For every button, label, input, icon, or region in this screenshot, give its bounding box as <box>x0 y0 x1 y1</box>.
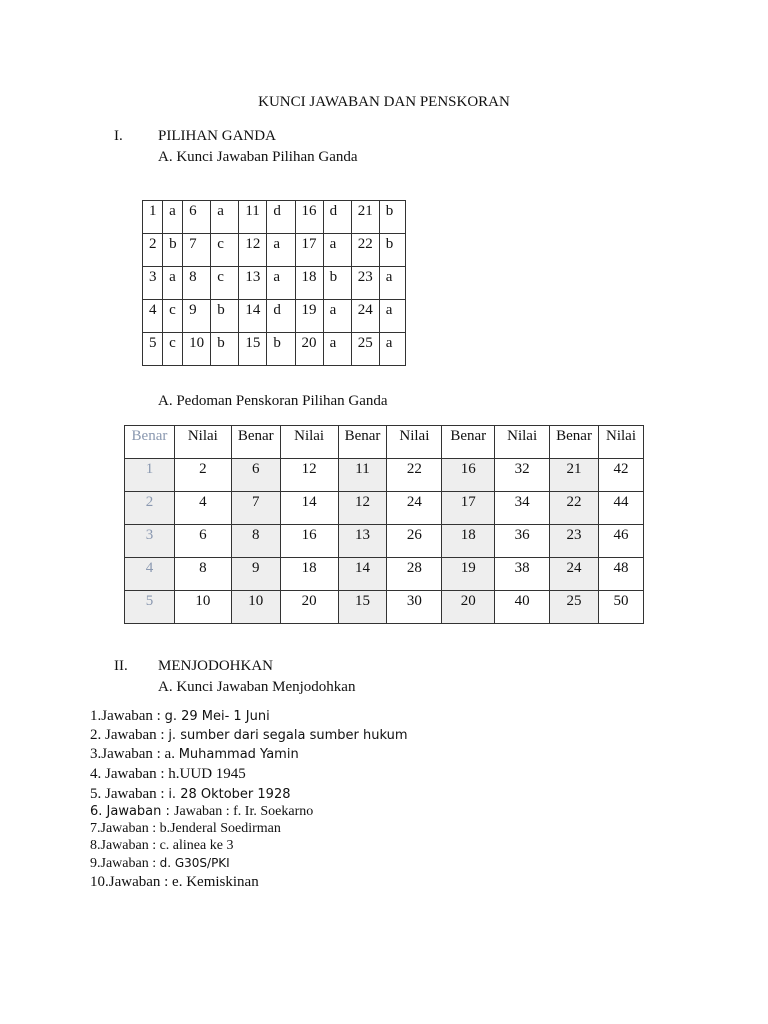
nilai-cell: 28 <box>387 558 442 591</box>
header-benar: Benar <box>125 426 175 459</box>
nilai-cell: 6 <box>174 525 231 558</box>
nilai-cell: 32 <box>495 459 550 492</box>
answer-6: 6. Jawaban : Jawaban : f. Ir. Soekarno <box>90 804 314 819</box>
question-number-cell: 21 <box>351 201 379 234</box>
nilai-cell: 42 <box>599 459 644 492</box>
benar-cell: 1 <box>125 459 175 492</box>
benar-cell: 13 <box>338 525 387 558</box>
nilai-cell: 14 <box>280 492 338 525</box>
nilai-cell: 30 <box>387 591 442 624</box>
answer-letter-cell: b <box>323 267 351 300</box>
header-benar: Benar <box>338 426 387 459</box>
question-number-cell: 14 <box>239 300 267 333</box>
question-number-cell: 23 <box>351 267 379 300</box>
nilai-cell: 38 <box>495 558 550 591</box>
nilai-cell: 40 <box>495 591 550 624</box>
header-nilai: Nilai <box>495 426 550 459</box>
answer-8: 8.Jawaban : c. alinea ke 3 <box>90 838 234 853</box>
answer-letter-cell: c <box>211 267 239 300</box>
scoring-row <box>125 459 644 492</box>
question-number-cell: 6 <box>183 201 211 234</box>
benar-cell: 24 <box>550 558 599 591</box>
nilai-cell: 16 <box>280 525 338 558</box>
header-benar: Benar <box>550 426 599 459</box>
nilai-cell: 26 <box>387 525 442 558</box>
answer-letter-cell: a <box>267 267 295 300</box>
header-benar: Benar <box>231 426 280 459</box>
answer-letter-cell: d <box>267 300 295 333</box>
answer-letter-cell: c <box>211 234 239 267</box>
page-title: KUNCI JAWABAN DAN PENSKORAN <box>258 94 510 110</box>
answer-letter-cell: a <box>211 201 239 234</box>
benar-cell: 8 <box>231 525 280 558</box>
question-number-cell: 8 <box>183 267 211 300</box>
nilai-cell: 8 <box>174 558 231 591</box>
answer-letter-cell: a <box>323 300 351 333</box>
nilai-cell: 48 <box>599 558 644 591</box>
nilai-cell: 44 <box>599 492 644 525</box>
benar-cell: 23 <box>550 525 599 558</box>
section-1-number: I. <box>114 128 123 144</box>
answer-letter-cell: a <box>163 201 183 234</box>
answer-5: 5. Jawaban : i. 28 Oktober 1928 <box>90 786 291 802</box>
answer-letter-cell: a <box>379 267 405 300</box>
benar-cell: 16 <box>442 459 495 492</box>
answer-letter-cell: b <box>267 333 295 366</box>
benar-cell: 22 <box>550 492 599 525</box>
nilai-cell: 36 <box>495 525 550 558</box>
section-2-number: II. <box>114 658 128 674</box>
answer-key-row <box>143 201 406 234</box>
answer-letter-cell: d <box>267 201 295 234</box>
question-number-cell: 18 <box>295 267 323 300</box>
section-2-heading: MENJODOHKAN <box>158 658 273 674</box>
answer-letter-cell: a <box>267 234 295 267</box>
answer-letter-cell: a <box>323 333 351 366</box>
question-number-cell: 10 <box>183 333 211 366</box>
answer-key-row <box>143 333 406 366</box>
question-number-cell: 17 <box>295 234 323 267</box>
scoring-row <box>125 591 644 624</box>
answer-1: 1.Jawaban : g. 29 Mei- 1 Juni <box>90 708 270 724</box>
benar-cell: 9 <box>231 558 280 591</box>
benar-cell: 14 <box>338 558 387 591</box>
nilai-cell: 10 <box>174 591 231 624</box>
benar-cell: 3 <box>125 525 175 558</box>
header-nilai: Nilai <box>387 426 442 459</box>
benar-cell: 2 <box>125 492 175 525</box>
question-number-cell: 7 <box>183 234 211 267</box>
benar-cell: 25 <box>550 591 599 624</box>
benar-cell: 5 <box>125 591 175 624</box>
nilai-cell: 46 <box>599 525 644 558</box>
nilai-cell: 22 <box>387 459 442 492</box>
scoring-row <box>125 525 644 558</box>
nilai-cell: 24 <box>387 492 442 525</box>
answer-2: 2. Jawaban : j. sumber dari segala sumber hukum <box>90 727 408 743</box>
benar-cell: 6 <box>231 459 280 492</box>
answer-3: 3.Jawaban : a. Muhammad Yamin <box>90 746 299 762</box>
benar-cell: 19 <box>442 558 495 591</box>
nilai-cell: 12 <box>280 459 338 492</box>
benar-cell: 17 <box>442 492 495 525</box>
answer-letter-cell: a <box>379 333 405 366</box>
answer-key-table <box>142 200 406 366</box>
benar-cell: 10 <box>231 591 280 624</box>
benar-cell: 11 <box>338 459 387 492</box>
question-number-cell: 2 <box>143 234 163 267</box>
section-1-subheading-scoring: A. Pedoman Penskoran Pilihan Ganda <box>158 393 388 409</box>
answer-letter-cell: a <box>379 300 405 333</box>
nilai-cell: 4 <box>174 492 231 525</box>
scoring-row <box>125 492 644 525</box>
question-number-cell: 25 <box>351 333 379 366</box>
benar-cell: 15 <box>338 591 387 624</box>
benar-cell: 4 <box>125 558 175 591</box>
answer-letter-cell: d <box>323 201 351 234</box>
question-number-cell: 5 <box>143 333 163 366</box>
answer-letter-cell: b <box>379 234 405 267</box>
question-number-cell: 9 <box>183 300 211 333</box>
answer-key-row <box>143 267 406 300</box>
question-number-cell: 24 <box>351 300 379 333</box>
benar-cell: 20 <box>442 591 495 624</box>
section-1-subheading-key: A. Kunci Jawaban Pilihan Ganda <box>158 149 358 165</box>
header-nilai: Nilai <box>599 426 644 459</box>
answer-letter-cell: a <box>163 267 183 300</box>
answer-9: 9.Jawaban : d. G30S/PKI <box>90 856 230 871</box>
question-number-cell: 19 <box>295 300 323 333</box>
nilai-cell: 18 <box>280 558 338 591</box>
question-number-cell: 3 <box>143 267 163 300</box>
question-number-cell: 12 <box>239 234 267 267</box>
header-benar: Benar <box>442 426 495 459</box>
header-nilai: Nilai <box>280 426 338 459</box>
header-nilai: Nilai <box>174 426 231 459</box>
answer-7: 7.Jawaban : b.Jenderal Soedirman <box>90 821 281 836</box>
question-number-cell: 22 <box>351 234 379 267</box>
scoring-row <box>125 558 644 591</box>
question-number-cell: 20 <box>295 333 323 366</box>
benar-cell: 21 <box>550 459 599 492</box>
question-number-cell: 15 <box>239 333 267 366</box>
answer-letter-cell: b <box>211 333 239 366</box>
answer-key-row <box>143 300 406 333</box>
answer-letter-cell: a <box>323 234 351 267</box>
benar-cell: 7 <box>231 492 280 525</box>
benar-cell: 12 <box>338 492 387 525</box>
nilai-cell: 34 <box>495 492 550 525</box>
nilai-cell: 20 <box>280 591 338 624</box>
answer-key-row <box>143 234 406 267</box>
question-number-cell: 16 <box>295 201 323 234</box>
question-number-cell: 13 <box>239 267 267 300</box>
answer-10: 10.Jawaban : e. Kemiskinan <box>90 874 259 890</box>
answer-letter-cell: b <box>379 201 405 234</box>
section-1-heading: PILIHAN GANDA <box>158 128 276 144</box>
answer-letter-cell: b <box>211 300 239 333</box>
question-number-cell: 1 <box>143 201 163 234</box>
answer-letter-cell: b <box>163 234 183 267</box>
benar-cell: 18 <box>442 525 495 558</box>
scoring-table <box>124 425 644 624</box>
answer-letter-cell: c <box>163 333 183 366</box>
answer-letter-cell: c <box>163 300 183 333</box>
section-2-subheading-key: A. Kunci Jawaban Menjodohkan <box>158 679 356 695</box>
answer-4: 4. Jawaban : h.UUD 1945 <box>90 766 246 782</box>
nilai-cell: 2 <box>174 459 231 492</box>
nilai-cell: 50 <box>599 591 644 624</box>
question-number-cell: 11 <box>239 201 267 234</box>
question-number-cell: 4 <box>143 300 163 333</box>
